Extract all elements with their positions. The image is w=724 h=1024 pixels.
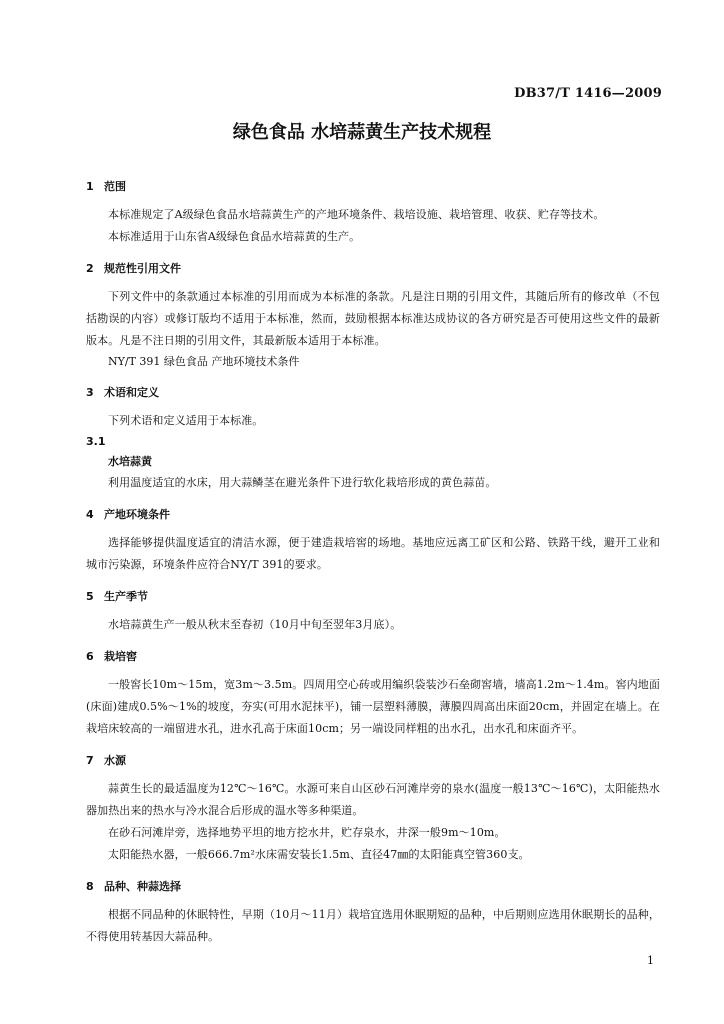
term-definition: 利用温度适宜的水床，用大蒜鳞茎在避光条件下进行软化栽培形成的黄色蒜苗。 bbox=[108, 476, 497, 489]
section-heading-8: 8 品种、种蒜选择 bbox=[86, 880, 181, 893]
page-title: 绿色食品 水培蒜黄生产技术规程 bbox=[232, 122, 492, 143]
section-heading-6: 6 栽培窖 bbox=[86, 650, 137, 663]
paragraph: 水培蒜黄生产一般从秋末至春初（10月中旬至翌年3月底）。 bbox=[108, 618, 402, 631]
page-number: 1 bbox=[647, 954, 654, 967]
standard-code: DB37/T 1416—2009 bbox=[514, 86, 662, 101]
section-heading-7: 7 水源 bbox=[86, 754, 126, 767]
term-number: 3.1 bbox=[86, 435, 106, 448]
paragraph: 在砂石河滩岸旁，选择地势平坦的地方挖水井，贮存泉水，井深一般9m～10m。 bbox=[108, 826, 506, 839]
paragraph: 本标准规定了A级绿色食品水培蒜黄生产的产地环境条件、栽培设施、栽培管理、收获、贮存等技术。 bbox=[108, 208, 605, 221]
document-body bbox=[86, 176, 660, 948]
paragraph: 一般窖长10m～15m，宽3m～3.5m。四周用空心砖或用编织袋装沙石垒砌窖墙，墙高1.2m～1.4m。窖内地面(床面)建成0.5%～1%的坡度，夯实(可用水泥抹平)，铺一层塑料薄膜，薄膜四周高出床面20cm，并固定在墙上。在栽培床较高的一端留进水孔，进水孔高于床面10cm；另一端设同样粗的出水孔，出水孔和床面齐平。 bbox=[86, 678, 660, 735]
reference-item: NY/T 391 绿色食品 产地环境技术条件 bbox=[108, 355, 300, 368]
paragraph: 本标准适用于山东省A级绿色食品水培蒜黄的生产。 bbox=[108, 230, 361, 243]
paragraph: 选择能够提供温度适宜的清洁水源，便于建造栽培窖的场地。基地应远离工矿区和公路、铁路干线，避开工业和城市污染源，环境条件应符合NY/T 391的要求。 bbox=[86, 536, 660, 571]
section-heading-4: 4 产地环境条件 bbox=[86, 508, 170, 521]
term-name: 水培蒜黄 bbox=[108, 455, 152, 468]
section-heading-1: 1 范围 bbox=[86, 180, 126, 193]
section-heading-3: 3 术语和定义 bbox=[86, 386, 159, 399]
paragraph: 根据不同品种的休眠特性，早期（10月～11月）栽培宜选用休眠期短的品种，中后期则应选用休眠期长的品种，不得使用转基因大蒜品种。 bbox=[86, 908, 660, 943]
section-heading-5: 5 生产季节 bbox=[86, 590, 148, 603]
paragraph: 蒜黄生长的最适温度为12℃～16℃。水源可来自山区砂石河滩岸旁的泉水(温度一般13℃～16℃)，太阳能热水器加热出来的热水与冷水混合后形成的温水等多种渠道。 bbox=[86, 782, 660, 817]
paragraph: 下列术语和定义适用于本标准。 bbox=[108, 414, 264, 427]
paragraph: 太阳能热水器，一般666.7m²水床需安装长1.5m、直径47㎜的太阳能真空管360支。 bbox=[108, 848, 530, 861]
paragraph: 下列文件中的条款通过本标准的引用而成为本标准的条款。凡是注日期的引用文件，其随后所有的修改单（不包括勘误的内容）或修订版均不适用于本标准，然而，鼓励根据本标准达成协议的各方研究是否可使用这些文件的最新版本。凡是不注日期的引用文件，其最新版本适用于本标准。 bbox=[86, 290, 660, 347]
section-heading-2: 2 规范性引用文件 bbox=[86, 262, 181, 275]
